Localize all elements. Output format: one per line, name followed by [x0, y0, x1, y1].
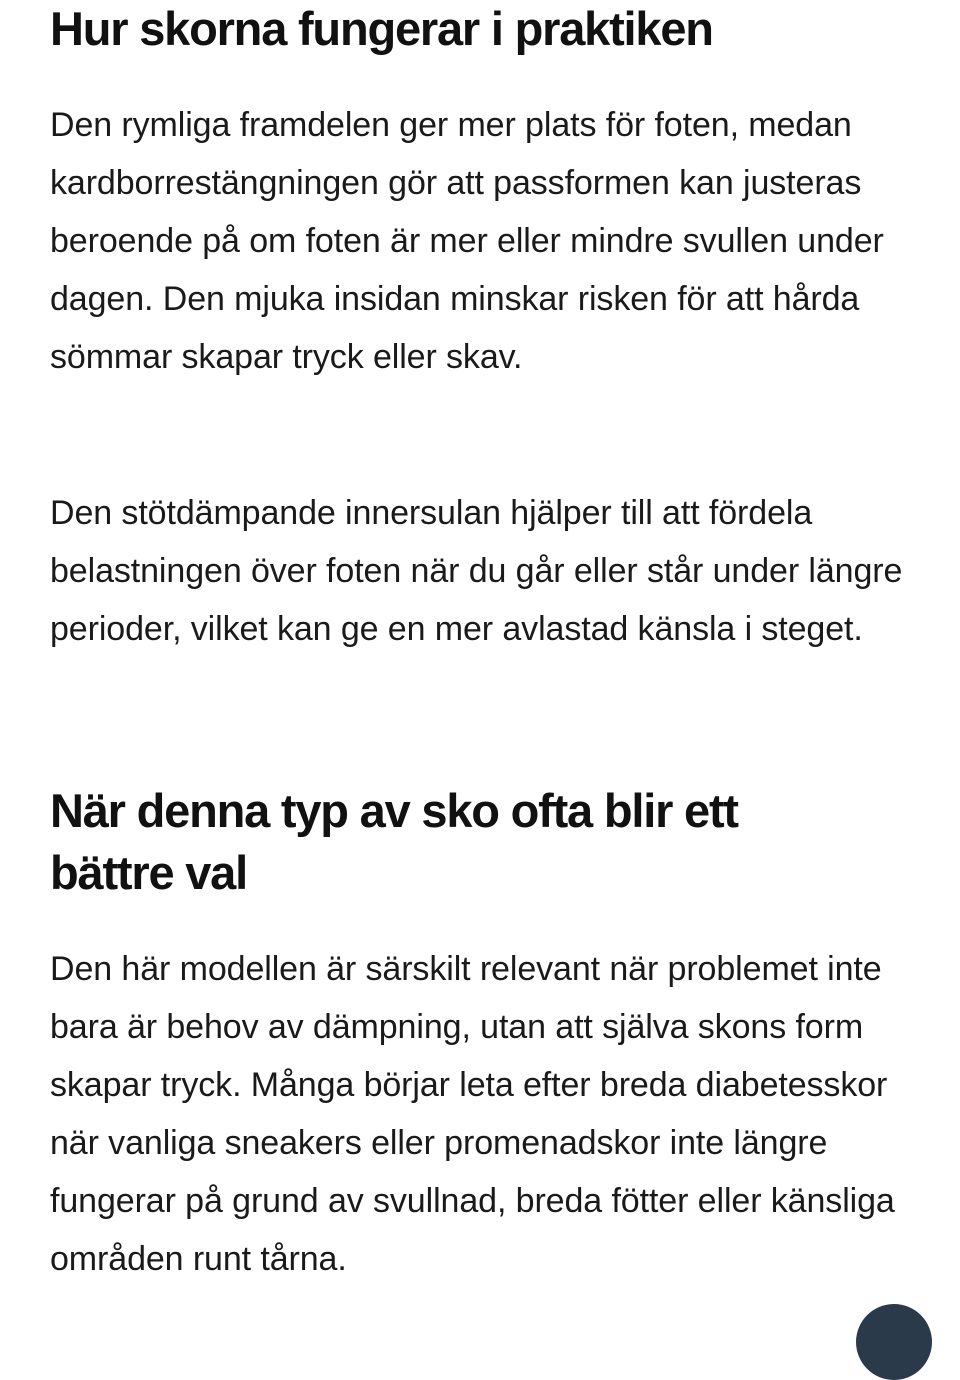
floating-action-button[interactable] [856, 1304, 932, 1380]
section-heading-better-choice: När denna typ av sko ofta blir ett bättre val [50, 784, 738, 899]
paragraph-relevance: Den här modellen är särskilt relevant när problemet inte bara är behov av dämpning, utan att själva skons form skapar tryck. Många börjar leta efter breda diabetesskor när vanliga sneakers eller promenadskor inte längre fungerar på grund av svullnad, breda fötter eller känsliga områden runt tårna. [50, 950, 895, 1278]
paragraph-insole: Den stötdämpande innersulan hjälper till att fördela belastningen över foten när du går eller står under längre perioder, vilket kan ge en mer avlastad känsla i steget. [50, 494, 903, 648]
section-heading-practice: Hur skorna fungerar i praktiken [50, 2, 713, 55]
paragraph-fit: Den rymliga framdelen ger mer plats för foten, medan kardborrestängningen gör att passformen kan justeras beroende på om foten är mer eller mindre svullen under dagen. Den mjuka insidan minskar risken för att hårda sömmar skapar tryck eller skav. [50, 106, 884, 376]
